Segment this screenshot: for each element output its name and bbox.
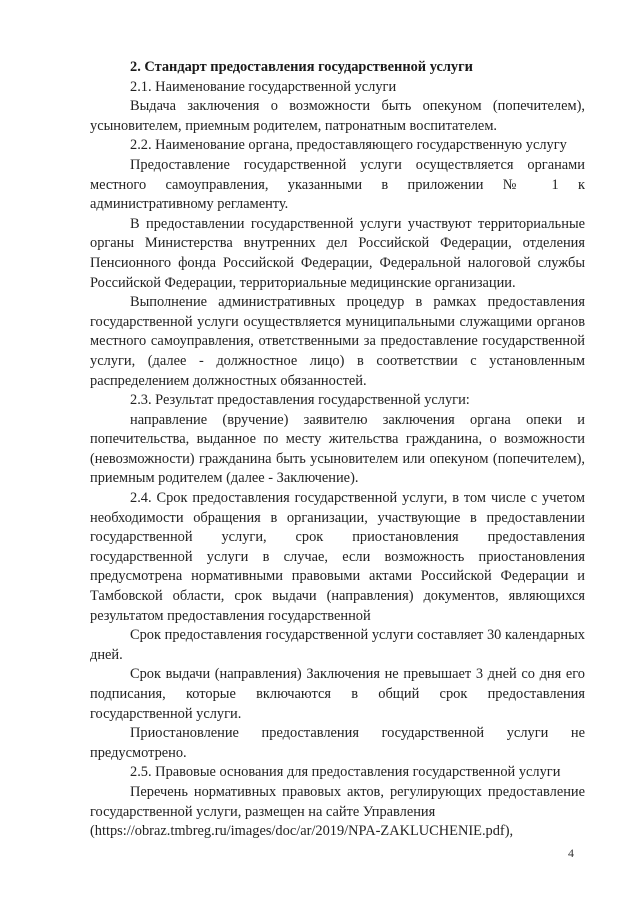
paragraph: Выдача заключения о возможности быть опекуном (попечителем), усыновителем, приемным родителем, патронатным воспитателем. <box>90 98 585 134</box>
paragraph: В предоставлении государственной услуги участвуют территориальные органы Министерства внутренних дел Российской Федерации, отделения Пенсионного фонда Российской Федерации, Федеральной налоговой службы Российской Федерации, территориальные медицинские организации. <box>90 215 585 291</box>
document-page <box>90 58 585 842</box>
paragraph: направление (вручение) заявителю заключения органа опеки и попечительства, выданное по месту жительства гражданина, о возможности (невозможности) гражданина быть усыновителем или опекуном (попечителем), приемным родителем (далее - Заключение). <box>90 411 585 487</box>
subsection-title-2-2: 2.2. Наименование органа, предоставляющего государственную услугу <box>130 137 567 154</box>
subsection-title-2-5: 2.5. Правовые основания для предоставления государственной услуги <box>130 764 561 781</box>
paragraph: Перечень нормативных правовых актов, регулирующих предоставление государственной услуги, размещен на сайте Управления <box>90 783 585 820</box>
subsection-title-2-4: 2.4. Срок предоставления государственной услуги, в том числе с учетом необходимости обращения в организации, участвующие в предоставлении государственной услуги, срок приостановления предоставления государственной услуги в случае, если возможность приостановления предусмотрена нормативными правовыми актами Российской Федерации и Тамбовской области, срок выдачи (направления) документов, являющихся результатом предоставления государственной <box>90 490 585 624</box>
paragraph: Срок предоставления государственной услуги составляет 30 календарных дней. <box>90 627 585 663</box>
subsection-title-2-3: 2.3. Результат предоставления государственной услуги: <box>130 392 470 409</box>
url-link[interactable]: (https://obraz.tmbreg.ru/images/doc/ar/2019/NPA-ZAKLUCHENIE.pdf), <box>90 823 514 840</box>
section-heading: 2. Стандарт предоставления государственной услуги <box>130 59 473 75</box>
page-number: 4 <box>568 846 574 860</box>
paragraph: Выполнение административных процедур в рамках предоставления государственной услуги осуществляется муниципальными служащими органов местного самоуправления, ответственными за предоставление государственной услуги, (далее - должностное лицо) в соответствии с установленным распределением должностных обязанностей. <box>90 294 585 389</box>
subsection-title-2-1: 2.1. Наименование государственной услуги <box>130 78 397 95</box>
paragraph: Предоставление государственной услуги осуществляется органами местного самоуправления, указанными в приложении № 1 к административному регламенту. <box>90 156 585 213</box>
paragraph: Приостановление предоставления государственной услуги не предусмотрено. <box>90 725 585 761</box>
paragraph: Срок выдачи (направления) Заключения не превышает 3 дней со дня его подписания, которые включаются в общий срок предоставления государственной услуги. <box>90 666 585 722</box>
